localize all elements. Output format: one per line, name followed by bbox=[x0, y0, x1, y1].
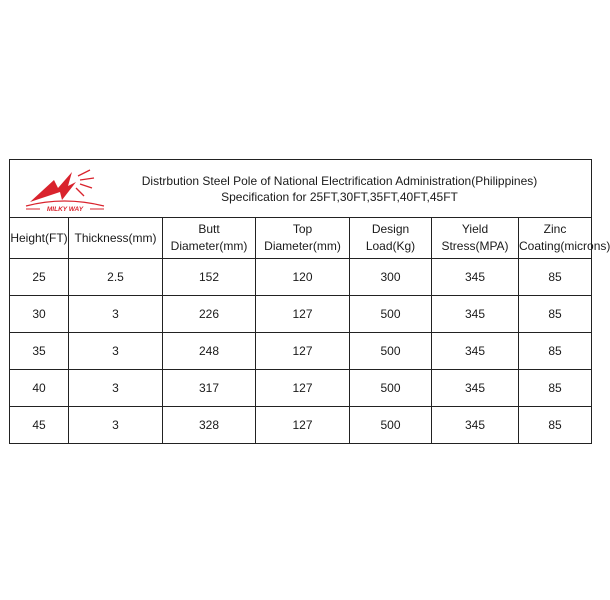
spec-table bbox=[9, 159, 610, 444]
header-row bbox=[10, 218, 592, 259]
table-row bbox=[10, 407, 592, 444]
cell-top-diameter: 127 bbox=[256, 370, 350, 407]
cell-thickness: 3 bbox=[69, 333, 163, 370]
cell-height: 40 bbox=[10, 370, 69, 407]
logo-text: MILKY WAY bbox=[46, 206, 84, 213]
cell-top-diameter: 127 bbox=[256, 333, 350, 370]
header-butt-diameter: Butt Diameter(mm) bbox=[163, 218, 256, 259]
table-row bbox=[10, 296, 592, 333]
cell-zinc-coating: 85 bbox=[519, 259, 592, 296]
title-cell bbox=[10, 160, 592, 218]
cell-butt-diameter: 152 bbox=[163, 259, 256, 296]
header-yield-stress: Yield Stress(MPA) bbox=[432, 218, 519, 259]
table-title bbox=[88, 173, 591, 205]
title-row bbox=[10, 160, 592, 218]
cell-yield-stress: 345 bbox=[432, 333, 519, 370]
cell-zinc-coating: 85 bbox=[519, 296, 592, 333]
title-line-1: Distrbution Steel Pole of National Electrification Administration(Philippines) bbox=[141, 174, 538, 188]
cell-design-load: 500 bbox=[350, 407, 432, 444]
cell-zinc-coating: 85 bbox=[519, 333, 592, 370]
cell-top-diameter: 127 bbox=[256, 296, 350, 333]
cell-zinc-coating: 85 bbox=[519, 407, 592, 444]
cell-design-load: 500 bbox=[350, 296, 432, 333]
header-height: Height(FT) bbox=[10, 218, 69, 259]
cell-height: 35 bbox=[10, 333, 69, 370]
cell-top-diameter: 120 bbox=[256, 259, 350, 296]
cell-design-load: 500 bbox=[350, 333, 432, 370]
cell-butt-diameter: 317 bbox=[163, 370, 256, 407]
cell-design-load: 500 bbox=[350, 370, 432, 407]
cell-thickness: 3 bbox=[69, 407, 163, 444]
cell-zinc-coating: 85 bbox=[519, 370, 592, 407]
cell-yield-stress: 345 bbox=[432, 407, 519, 444]
cell-height: 30 bbox=[10, 296, 69, 333]
table-row bbox=[10, 370, 592, 407]
cell-thickness: 2.5 bbox=[69, 259, 163, 296]
cell-yield-stress: 345 bbox=[432, 296, 519, 333]
cell-butt-diameter: 248 bbox=[163, 333, 256, 370]
cell-yield-stress: 345 bbox=[432, 259, 519, 296]
cell-yield-stress: 345 bbox=[432, 370, 519, 407]
table-row bbox=[10, 259, 592, 296]
table-row bbox=[10, 333, 592, 370]
cell-design-load: 300 bbox=[350, 259, 432, 296]
header-thickness: Thickness(mm) bbox=[69, 218, 163, 259]
cell-thickness: 3 bbox=[69, 370, 163, 407]
header-zinc-coating: Zinc Coating(microns) bbox=[519, 218, 592, 259]
cell-butt-diameter: 226 bbox=[163, 296, 256, 333]
cell-top-diameter: 127 bbox=[256, 407, 350, 444]
cell-height: 45 bbox=[10, 407, 69, 444]
cell-butt-diameter: 328 bbox=[163, 407, 256, 444]
header-design-load: Design Load(Kg) bbox=[350, 218, 432, 259]
cell-thickness: 3 bbox=[69, 296, 163, 333]
header-top-diameter: Top Diameter(mm) bbox=[256, 218, 350, 259]
cell-height: 25 bbox=[10, 259, 69, 296]
title-line-2: Specification for 25FT,30FT,35FT,40FT,45FT bbox=[221, 190, 458, 204]
